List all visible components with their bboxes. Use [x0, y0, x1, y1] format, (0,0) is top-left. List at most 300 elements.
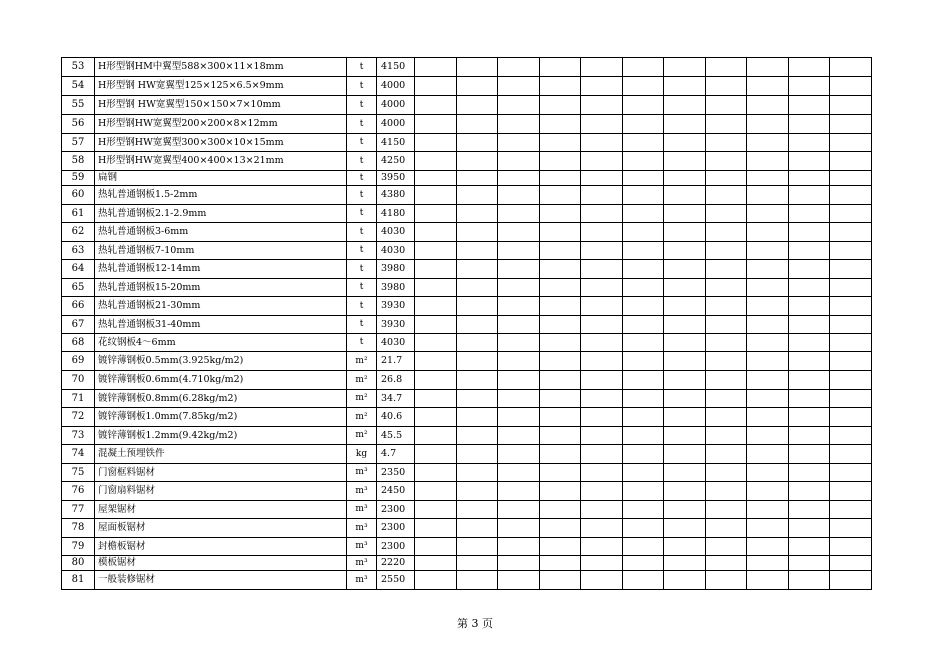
empty-cell	[540, 390, 581, 408]
material-name-cell: 一般装修锯材	[95, 571, 347, 590]
empty-cell	[498, 96, 540, 115]
empty-cell	[789, 538, 830, 556]
table-row	[62, 371, 872, 390]
table-row	[62, 556, 872, 571]
empty-cell	[623, 464, 664, 482]
material-name-cell: 镀锌薄钢板1.0mm(7.85kg/m2)	[95, 408, 347, 427]
material-name-cell: 门窗扇料锯材	[95, 482, 347, 501]
empty-cell	[747, 427, 789, 445]
empty-cell	[706, 408, 747, 427]
empty-cell	[830, 445, 872, 464]
unit-cell: t	[347, 96, 377, 115]
empty-cell	[457, 186, 498, 205]
empty-cell	[457, 445, 498, 464]
empty-cell	[830, 134, 872, 152]
empty-cell	[789, 464, 830, 482]
empty-cell	[747, 77, 789, 96]
empty-cell	[706, 519, 747, 538]
empty-cell	[623, 171, 664, 186]
price-cell: 3980	[377, 279, 415, 297]
empty-cell	[664, 352, 706, 371]
empty-cell	[830, 482, 872, 501]
empty-cell	[789, 571, 830, 590]
empty-cell	[789, 408, 830, 427]
empty-cell	[498, 77, 540, 96]
price-cell: 2450	[377, 482, 415, 501]
empty-cell	[457, 134, 498, 152]
empty-cell	[789, 186, 830, 205]
price-cell: 3950	[377, 171, 415, 186]
empty-cell	[457, 260, 498, 279]
price-cell: 4150	[377, 58, 415, 77]
empty-cell	[747, 115, 789, 134]
item-number-cell: 60	[62, 186, 95, 205]
empty-cell	[747, 223, 789, 242]
empty-cell	[747, 334, 789, 352]
empty-cell	[830, 58, 872, 77]
empty-cell	[789, 334, 830, 352]
empty-cell	[623, 316, 664, 334]
empty-cell	[747, 482, 789, 501]
empty-cell	[415, 371, 457, 390]
table-row	[62, 260, 872, 279]
price-cell: 4030	[377, 242, 415, 260]
empty-cell	[747, 186, 789, 205]
empty-cell	[415, 427, 457, 445]
empty-cell	[789, 58, 830, 77]
empty-cell	[540, 408, 581, 427]
price-cell: 4380	[377, 186, 415, 205]
empty-cell	[706, 316, 747, 334]
empty-cell	[706, 134, 747, 152]
empty-cell	[540, 77, 581, 96]
table-row	[62, 279, 872, 297]
empty-cell	[540, 223, 581, 242]
empty-cell	[706, 77, 747, 96]
table-row	[62, 501, 872, 519]
empty-cell	[706, 445, 747, 464]
unit-cell: t	[347, 260, 377, 279]
unit-cell: m³	[347, 556, 377, 571]
empty-cell	[830, 352, 872, 371]
empty-cell	[457, 77, 498, 96]
empty-cell	[830, 464, 872, 482]
price-cell: 2220	[377, 556, 415, 571]
table-row	[62, 427, 872, 445]
unit-cell: t	[347, 242, 377, 260]
empty-cell	[664, 171, 706, 186]
empty-cell	[623, 482, 664, 501]
item-number-cell: 78	[62, 519, 95, 538]
empty-cell	[581, 186, 623, 205]
empty-cell	[415, 96, 457, 115]
empty-cell	[830, 390, 872, 408]
unit-cell: t	[347, 297, 377, 316]
empty-cell	[623, 390, 664, 408]
empty-cell	[623, 571, 664, 590]
empty-cell	[623, 205, 664, 223]
empty-cell	[830, 316, 872, 334]
empty-cell	[415, 297, 457, 316]
item-number-cell: 61	[62, 205, 95, 223]
item-number-cell: 67	[62, 316, 95, 334]
empty-cell	[415, 242, 457, 260]
item-number-cell: 64	[62, 260, 95, 279]
empty-cell	[789, 260, 830, 279]
unit-cell: m²	[347, 371, 377, 390]
item-number-cell: 79	[62, 538, 95, 556]
empty-cell	[664, 242, 706, 260]
material-name-cell: 热轧普通钢板7-10mm	[95, 242, 347, 260]
empty-cell	[830, 152, 872, 171]
empty-cell	[706, 279, 747, 297]
empty-cell	[830, 115, 872, 134]
empty-cell	[581, 571, 623, 590]
empty-cell	[498, 223, 540, 242]
empty-cell	[498, 408, 540, 427]
empty-cell	[415, 171, 457, 186]
price-cell: 4150	[377, 134, 415, 152]
empty-cell	[664, 390, 706, 408]
empty-cell	[581, 297, 623, 316]
price-cell: 4250	[377, 152, 415, 171]
empty-cell	[664, 538, 706, 556]
material-name-cell: 模板锯材	[95, 556, 347, 571]
empty-cell	[415, 77, 457, 96]
item-number-cell: 73	[62, 427, 95, 445]
item-number-cell: 68	[62, 334, 95, 352]
empty-cell	[581, 171, 623, 186]
empty-cell	[415, 571, 457, 590]
unit-cell: m²	[347, 408, 377, 427]
empty-cell	[830, 242, 872, 260]
empty-cell	[457, 205, 498, 223]
empty-cell	[415, 501, 457, 519]
empty-cell	[830, 77, 872, 96]
empty-cell	[623, 556, 664, 571]
empty-cell	[747, 501, 789, 519]
empty-cell	[747, 371, 789, 390]
empty-cell	[747, 390, 789, 408]
price-cell: 3930	[377, 297, 415, 316]
empty-cell	[415, 352, 457, 371]
table-row	[62, 205, 872, 223]
empty-cell	[706, 115, 747, 134]
empty-cell	[623, 260, 664, 279]
price-cell: 4030	[377, 334, 415, 352]
empty-cell	[664, 58, 706, 77]
table-row	[62, 519, 872, 538]
unit-cell: t	[347, 77, 377, 96]
material-name-cell: 扁钢	[95, 171, 347, 186]
empty-cell	[664, 408, 706, 427]
empty-cell	[706, 58, 747, 77]
empty-cell	[415, 316, 457, 334]
empty-cell	[498, 115, 540, 134]
item-number-cell: 69	[62, 352, 95, 371]
empty-cell	[498, 334, 540, 352]
empty-cell	[457, 58, 498, 77]
empty-cell	[747, 134, 789, 152]
unit-cell: t	[347, 223, 377, 242]
empty-cell	[581, 77, 623, 96]
empty-cell	[706, 352, 747, 371]
empty-cell	[747, 260, 789, 279]
empty-cell	[706, 205, 747, 223]
empty-cell	[623, 427, 664, 445]
empty-cell	[664, 501, 706, 519]
material-name-cell: H形型钢HM中翼型588×300×11×18mm	[95, 58, 347, 77]
price-cell: 2350	[377, 464, 415, 482]
unit-cell: t	[347, 316, 377, 334]
material-name-cell: 热轧普通钢板1.5-2mm	[95, 186, 347, 205]
empty-cell	[581, 352, 623, 371]
empty-cell	[415, 556, 457, 571]
empty-cell	[457, 115, 498, 134]
empty-cell	[581, 538, 623, 556]
empty-cell	[623, 519, 664, 538]
empty-cell	[623, 58, 664, 77]
price-cell: 2550	[377, 571, 415, 590]
empty-cell	[540, 538, 581, 556]
empty-cell	[747, 352, 789, 371]
empty-cell	[581, 134, 623, 152]
table-row	[62, 297, 872, 316]
empty-cell	[747, 297, 789, 316]
item-number-cell: 58	[62, 152, 95, 171]
price-cell: 2300	[377, 501, 415, 519]
empty-cell	[789, 316, 830, 334]
empty-cell	[540, 571, 581, 590]
empty-cell	[789, 223, 830, 242]
unit-cell: m³	[347, 538, 377, 556]
item-number-cell: 53	[62, 58, 95, 77]
empty-cell	[457, 538, 498, 556]
empty-cell	[540, 371, 581, 390]
empty-cell	[498, 371, 540, 390]
empty-cell	[664, 297, 706, 316]
empty-cell	[581, 115, 623, 134]
empty-cell	[457, 501, 498, 519]
item-number-cell: 71	[62, 390, 95, 408]
empty-cell	[581, 390, 623, 408]
empty-cell	[415, 223, 457, 242]
material-name-cell: 热轧普通钢板3-6mm	[95, 223, 347, 242]
empty-cell	[747, 171, 789, 186]
empty-cell	[747, 519, 789, 538]
table-row	[62, 242, 872, 260]
material-name-cell: 屋架锯材	[95, 501, 347, 519]
empty-cell	[581, 464, 623, 482]
empty-cell	[747, 242, 789, 260]
empty-cell	[706, 538, 747, 556]
empty-cell	[789, 352, 830, 371]
empty-cell	[664, 205, 706, 223]
empty-cell	[747, 571, 789, 590]
empty-cell	[747, 279, 789, 297]
material-name-cell: 镀锌薄钢板1.2mm(9.42kg/m2)	[95, 427, 347, 445]
price-cell: 21.7	[377, 352, 415, 371]
table-row	[62, 445, 872, 464]
empty-cell	[415, 205, 457, 223]
empty-cell	[498, 134, 540, 152]
empty-cell	[664, 279, 706, 297]
empty-cell	[789, 205, 830, 223]
empty-cell	[581, 334, 623, 352]
material-name-cell: 混凝土预埋铁件	[95, 445, 347, 464]
unit-cell: t	[347, 334, 377, 352]
empty-cell	[581, 205, 623, 223]
price-cell: 26.8	[377, 371, 415, 390]
material-name-cell: H形型钢HW宽翼型400×400×13×21mm	[95, 152, 347, 171]
item-number-cell: 81	[62, 571, 95, 590]
empty-cell	[830, 223, 872, 242]
unit-cell: m³	[347, 519, 377, 538]
empty-cell	[789, 242, 830, 260]
empty-cell	[498, 482, 540, 501]
empty-cell	[623, 115, 664, 134]
empty-cell	[415, 334, 457, 352]
unit-cell: m³	[347, 482, 377, 501]
empty-cell	[623, 334, 664, 352]
item-number-cell: 63	[62, 242, 95, 260]
empty-cell	[581, 408, 623, 427]
material-name-cell: 花纹钢板4～6mm	[95, 334, 347, 352]
empty-cell	[830, 96, 872, 115]
material-name-cell: 热轧普通钢板12-14mm	[95, 260, 347, 279]
empty-cell	[498, 152, 540, 171]
material-name-cell: 热轧普通钢板15-20mm	[95, 279, 347, 297]
empty-cell	[457, 171, 498, 186]
price-cell: 40.6	[377, 408, 415, 427]
empty-cell	[415, 519, 457, 538]
empty-cell	[415, 408, 457, 427]
price-cell: 4000	[377, 77, 415, 96]
empty-cell	[457, 408, 498, 427]
empty-cell	[623, 538, 664, 556]
empty-cell	[457, 482, 498, 501]
empty-cell	[664, 134, 706, 152]
empty-cell	[664, 334, 706, 352]
table-row	[62, 77, 872, 96]
empty-cell	[415, 445, 457, 464]
empty-cell	[498, 390, 540, 408]
price-cell: 4030	[377, 223, 415, 242]
empty-cell	[789, 152, 830, 171]
unit-cell: t	[347, 58, 377, 77]
empty-cell	[623, 96, 664, 115]
empty-cell	[747, 58, 789, 77]
empty-cell	[581, 445, 623, 464]
empty-cell	[498, 242, 540, 260]
empty-cell	[540, 186, 581, 205]
unit-cell: t	[347, 152, 377, 171]
empty-cell	[789, 279, 830, 297]
empty-cell	[789, 134, 830, 152]
empty-cell	[664, 77, 706, 96]
item-number-cell: 56	[62, 115, 95, 134]
empty-cell	[457, 571, 498, 590]
empty-cell	[498, 205, 540, 223]
table-row	[62, 464, 872, 482]
empty-cell	[789, 501, 830, 519]
empty-cell	[623, 134, 664, 152]
price-cell: 4000	[377, 115, 415, 134]
empty-cell	[540, 445, 581, 464]
empty-cell	[540, 152, 581, 171]
item-number-cell: 57	[62, 134, 95, 152]
unit-cell: t	[347, 205, 377, 223]
empty-cell	[415, 186, 457, 205]
empty-cell	[498, 186, 540, 205]
empty-cell	[789, 297, 830, 316]
unit-cell: t	[347, 171, 377, 186]
item-number-cell: 55	[62, 96, 95, 115]
price-table	[61, 57, 872, 590]
empty-cell	[830, 427, 872, 445]
empty-cell	[830, 260, 872, 279]
table-row	[62, 571, 872, 590]
empty-cell	[706, 171, 747, 186]
material-name-cell: 热轧普通钢板21-30mm	[95, 297, 347, 316]
empty-cell	[540, 464, 581, 482]
price-cell: 2300	[377, 519, 415, 538]
empty-cell	[830, 501, 872, 519]
empty-cell	[581, 482, 623, 501]
empty-cell	[457, 371, 498, 390]
price-cell: 3930	[377, 316, 415, 334]
price-cell: 4000	[377, 96, 415, 115]
empty-cell	[540, 501, 581, 519]
unit-cell: t	[347, 279, 377, 297]
price-cell: 45.5	[377, 427, 415, 445]
empty-cell	[747, 464, 789, 482]
empty-cell	[623, 186, 664, 205]
empty-cell	[498, 58, 540, 77]
material-name-cell: 封檐板锯材	[95, 538, 347, 556]
unit-cell: m²	[347, 352, 377, 371]
empty-cell	[706, 501, 747, 519]
empty-cell	[623, 352, 664, 371]
empty-cell	[540, 260, 581, 279]
empty-cell	[540, 334, 581, 352]
empty-cell	[664, 96, 706, 115]
empty-cell	[581, 556, 623, 571]
empty-cell	[623, 77, 664, 96]
empty-cell	[457, 464, 498, 482]
empty-cell	[415, 390, 457, 408]
unit-cell: kg	[347, 445, 377, 464]
material-name-cell: H形型钢HW宽翼型200×200×8×12mm	[95, 115, 347, 134]
empty-cell	[415, 279, 457, 297]
empty-cell	[457, 519, 498, 538]
item-number-cell: 70	[62, 371, 95, 390]
table-row	[62, 186, 872, 205]
empty-cell	[540, 171, 581, 186]
table-row	[62, 96, 872, 115]
empty-cell	[747, 445, 789, 464]
empty-cell	[498, 279, 540, 297]
table-row	[62, 390, 872, 408]
price-cell: 34.7	[377, 390, 415, 408]
empty-cell	[581, 316, 623, 334]
empty-cell	[706, 96, 747, 115]
empty-cell	[581, 152, 623, 171]
empty-cell	[540, 427, 581, 445]
empty-cell	[747, 96, 789, 115]
price-cell: 4180	[377, 205, 415, 223]
item-number-cell: 72	[62, 408, 95, 427]
